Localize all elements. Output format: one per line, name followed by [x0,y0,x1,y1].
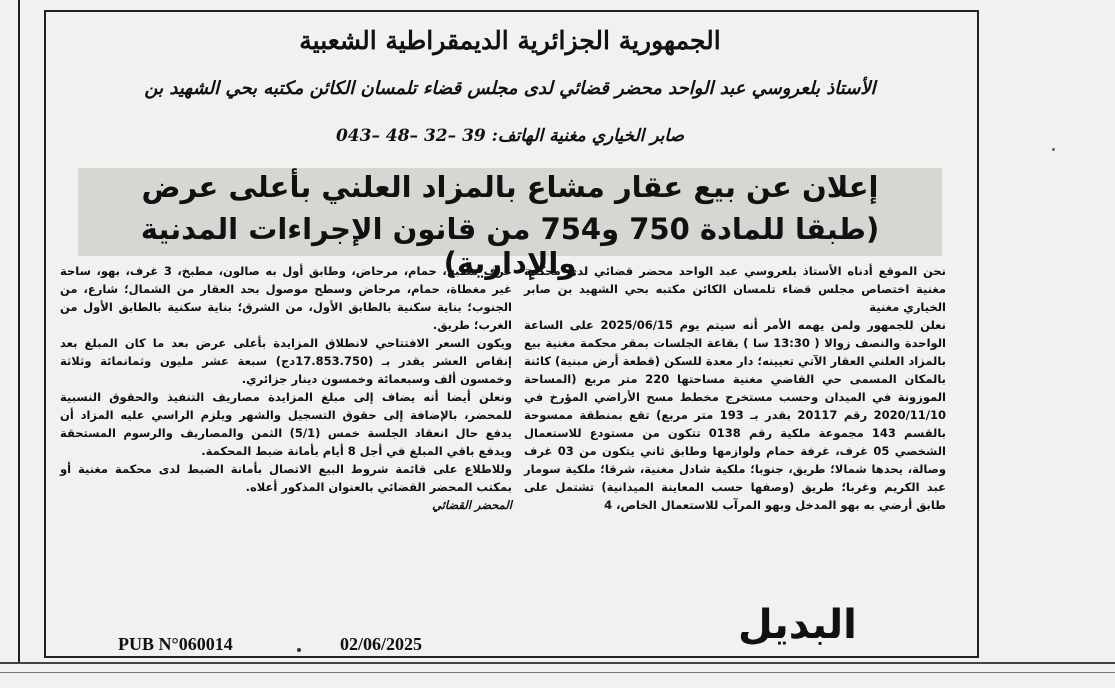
left-border-rule [0,0,20,664]
body-paragraph: ويكون السعر الافتتاحي لانطلاق المزايدة بأعلى عرض بعد ما كان المبلغ بعد إنقاص العشر يقدر بـ (17.853.750دج) سبعة عشر مليون وثمانمائة وثلاثة وخمسون ألف وسبعمائة وخمسون دينار جزائري. [60,336,512,386]
pub-number: PUB N°060014 [118,634,233,654]
bailiff-line-2: صابر الخياري مغنية الهاتف: 39 –32 –48 –043 [335,126,685,146]
speck [1052,148,1055,151]
body-column-left [60,262,512,514]
publication-name: البديل [738,602,857,648]
publication-date: 02/06/2025 [340,634,423,654]
announcement-subtitle: (طبقا للمادة 750 و754 من قانون الإجراءات المدنية والإدارية) [140,212,880,280]
body-paragraph: نحن الموقع أدناه الأستاذ بلعروسي عبد الواحد محضر قضائي لدى محكمة مغنية اختصاص مجلس قضاء تلمسان الكائن مكتبه بحي الشهيد بن صابر الخياري مغنية [524,264,946,314]
body-paragraph: ونعلن أيضا أنه يضاف إلى مبلغ المزايدة مصاريف التنفيذ والحقوق النسبية للمحضر، بالإضافة إلى حقوق التسجيل والشهر ويلزم الراسي عليه المزاد أن يدفع حال انعقاد الجلسة خمس (5/1) الثمن والمصاريف والرسوم المستحقة ويدفع باقي المبلغ في أجل 8 أيام بأمانة ضبط المحكمة. [60,390,512,458]
announcement-title: إعلان عن بيع عقار مشاع بالمزاد العلني بأعلى عرض [141,170,879,204]
body-paragraph: غرف مطبخ، حمام، مرحاض، وطابق أول به صالون، مطبخ، 3 غرف، بهو، ساحة غير مغطاة، حمام، مرحاض وسطح موصول بحد العقار من الشمال؛ شارع، من الجنوب؛ بناية سكنية بالطابق الأول، من الشرق؛ بناية سكنية بالطابق الأول من الغرب؛ طريق. [60,264,512,332]
signature: المحضر القضائي [432,498,512,512]
body-paragraph: وللاطلاع على قائمة شروط البيع الاتصال بأمانة الضبط لدى محكمة مغنية أو بمكتب المحضر القضائي بالعنوان المذكور أعلاه. [60,462,512,494]
body-paragraph: نعلن للجمهور ولمن يهمه الأمر أنه سيتم يوم 2025/06/15 على الساعة الواحدة والنصف زوالا ( 13:30 سا ) بقاعة الجلسات بمقر محكمة مغنية بيع بالمزاد العلني العقار الآتي تعيينه؛ دار معدة للسكن (قطعة أرض مبنية) كائنة بالمكان المسمى حي القاضي مغنية مساحتها 220 متر مربع (المساحة الموزونة في الميدان وحسب مستخرج مخطط مسح الأراضي المؤرخ في 2020/11/10 رقم 20117 بقدر بـ 193 متر مربع) تقع بمنطقة ممسوحة بالقسم 143 مجموعة ملكية رقم 0138 تتكون من مستودع للاستعمال الشخصي 05 غرف، غرفة حمام ولوازمها وطابق ثاني يتكون من 03 غرف وصالة، يحدها شمالا؛ طريق، جنوبا؛ ملكية شادل مغنية، شرقا؛ ملكية سومار عبد الكريم وغربا؛ طريق (وصفها حسب المعاينة الميدانية) تشتمل على طابق أرضي به بهو المدخل وبهو المرآب للاستعمال الخاص، 4 [524,318,946,512]
bottom-border-rule [0,662,1115,688]
bailiff-line-1: الأستاذ بلعروسي عبد الواحد محضر قضائي لدى مجلس قضاء تلمسان الكائن مكتبه بحي الشهيد بن [144,78,876,99]
body-column-right [524,262,946,514]
republic-heading: الجمهورية الجزائرية الديمقراطية الشعبية [299,26,721,55]
separator-dot [297,648,301,652]
